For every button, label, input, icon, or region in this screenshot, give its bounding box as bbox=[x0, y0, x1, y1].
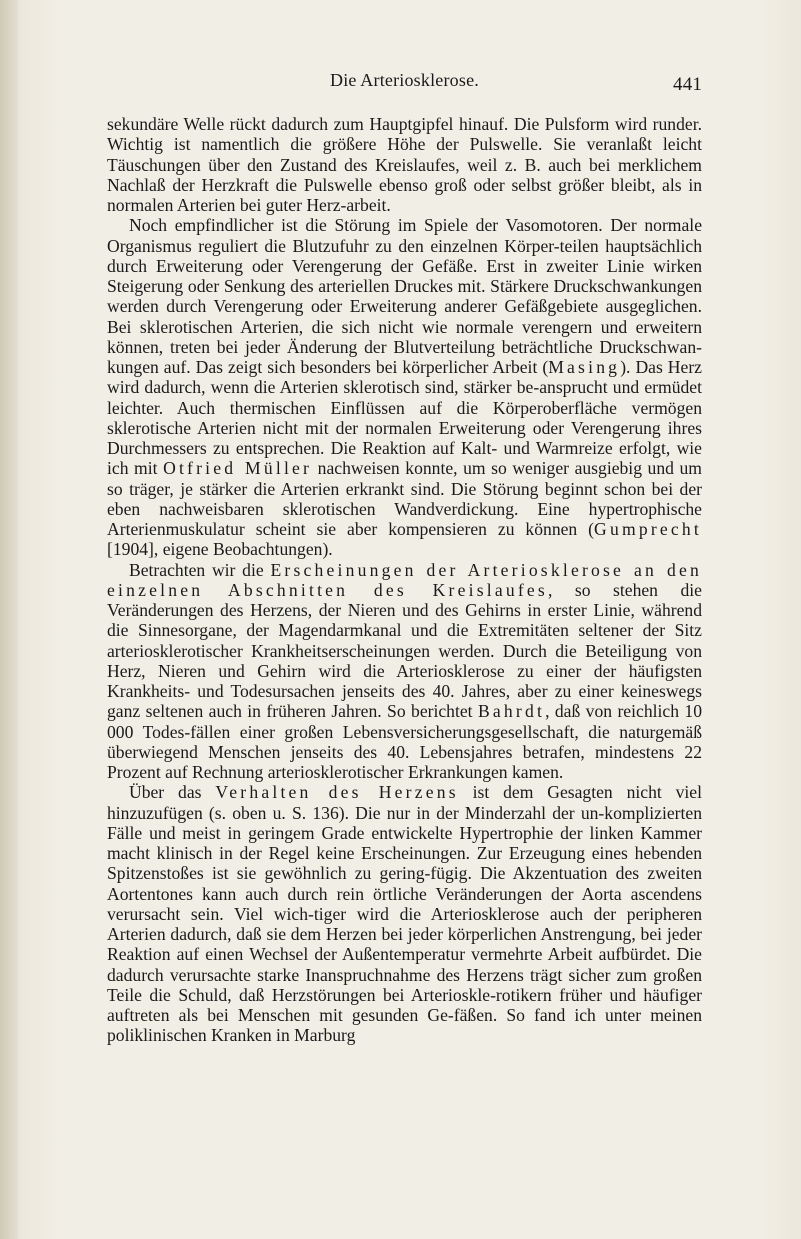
text-run: Noch empfindlicher ist die Störung im Spiele der Vasomotoren. Der normale Organismus reguliert die Blutzufuhr zu den einzelnen Körper-teilen hauptsächlich durch Erweiterung oder Verengerung der Gefäße. Erst in zweiter Linie wirken Steigerung oder Senkung des arteriellen Druckes mit. Stärkere Druckschwankungen werden durch Verengerung oder Erweiterung anderer Gefäßgebiete ausgeglichen. Bei sklerotischen Arterien, die sich nicht wie normale verengern und erweitern können, treten bei jeder Änderung der Blutverteilung beträchtliche Druckschwan-kungen auf. Das zeigt sich besonders bei körperlicher Arbeit ( bbox=[107, 215, 702, 377]
text-run: nachweisen konnte, um so weniger ausgiebig und um so träger, je stärker die Arterien erkrankt sind. Die Störung beginnt schon bei der eben nachweisbaren sklerotischen Wandverdickung. Eine hypertrophische Arterienmuskulatur scheint sie aber kompensieren zu können ( bbox=[107, 458, 702, 539]
text-run: ). Das Herz wird dadurch, wenn die Arterien sklerotisch sind, stärker be-ansprucht und ermüdet leichter. Auch thermischen Einflüssen auf die Körperoberfläche vermögen sklerotische Arterien nicht mit der normalen Erweiterung oder Verengerung ihres Durchmessers zu entsprechen. Die Reaktion auf Kalt- und Warmreize erfolgt, wie ich mit bbox=[107, 357, 702, 479]
page-number: 441 bbox=[673, 74, 703, 95]
text-run: , so stehen die Veränderungen des Herzens, der Nieren und des Gehirns in erster Linie, während die Sinnesorgane, der Magendarmkanal und die Extremitäten seltener der Sitz arteriosklerotischer Krankheitserscheinungen werden. Durch die Beteiligung von Herz, Nieren und Gehirn wird die Arteriosklerose zu einer der häufigsten Krankheits- und Todesursachen jenseits des 40. Jahres, aber zu einer keineswegs ganz seltenen auch in früheren Jahren. So berichtet bbox=[107, 579, 702, 722]
emphasized-text: Verhalten des Herzens bbox=[215, 782, 459, 803]
text-run: , daß von reichlich 10 000 Todes-fällen einer großen Lebensversicherungsgesellschaft, die naturgemäß überwiegend Menschen jenseits des 40. Lebensjahres betrafen, mindestens 22 Prozent auf Rechnung arteriosklerotischer Erkrankungen kamen. bbox=[107, 701, 702, 782]
body-text bbox=[107, 114, 702, 1046]
emphasized-text: Gumprecht bbox=[594, 519, 702, 539]
running-title: Die Arteriosklerose. bbox=[330, 70, 479, 90]
text-run: Über das bbox=[129, 782, 216, 803]
text-run: ist dem Gesagten nicht viel hinzuzufügen (s. oben u. S. 136). Die nur in der Minderzahl der un-komplizierten Fälle und meist in geringem Grade entwickelte Hypertrophie der linken Kammer macht klinisch in der Regel keine Erscheinungen. Zur Erzeugung eines hebenden Spitzenstoßes ist sie gewöhnlich zu gering-fügig. Die Akzentuation des zweiten Aortentones kann auch durch rein örtliche Veränderungen der Aorta ascendens verursacht sein. Viel wich-tiger wird die Arteriosklerose auch der peripheren Arterien dadurch, daß sie dem Herzen bei jeder körperlichen Anstrengung, bei jeder Reaktion auf einen Wechsel der Außentemperatur vermehrte Arbeit aufbürdet. Die dadurch verursachte starke Inanspruchnahme des Herzens trägt sicher zum großen Teile die Schuld, daß Herzstörungen bei Arterioskle-rotikern früher und häufiger auftreten als bei Menschen mit gesunden Ge-fäßen. So fand ich unter meinen poliklinischen Kranken in Marburg bbox=[107, 782, 702, 1046]
emphasized-text: Bahrdt bbox=[477, 701, 546, 722]
paragraph bbox=[107, 215, 702, 559]
paragraph bbox=[107, 560, 702, 783]
text-run: [1904], eigene Beobachtungen). bbox=[107, 539, 333, 560]
text-run: Betrachten wir die bbox=[129, 559, 271, 580]
paragraph bbox=[107, 782, 702, 1045]
text-run: sekundäre Welle rückt dadurch zum Hauptgipfel hinauf. Die Pulsform wird runder. Wichtig ist namentlich die größere Höhe der Pulswelle. Sie veranlaßt leicht Täuschungen über den Zustand des Kreislaufes, weil z. B. auch bei merklichem Nachlaß der Herzkraft die Pulswelle ebenso groß oder selbst größer bleibt, als in normalen Arterien bei guter Herz-arbeit. bbox=[107, 114, 702, 215]
page-gutter-shadow bbox=[0, 0, 18, 1239]
emphasized-text: Masing bbox=[548, 357, 621, 377]
emphasized-text: Erscheinungen der Arteriosklerose an den einzelnen Abschnitten des Kreislaufes bbox=[107, 559, 702, 600]
emphasized-text: Otfried Müller bbox=[163, 458, 313, 479]
paragraph bbox=[107, 114, 702, 215]
